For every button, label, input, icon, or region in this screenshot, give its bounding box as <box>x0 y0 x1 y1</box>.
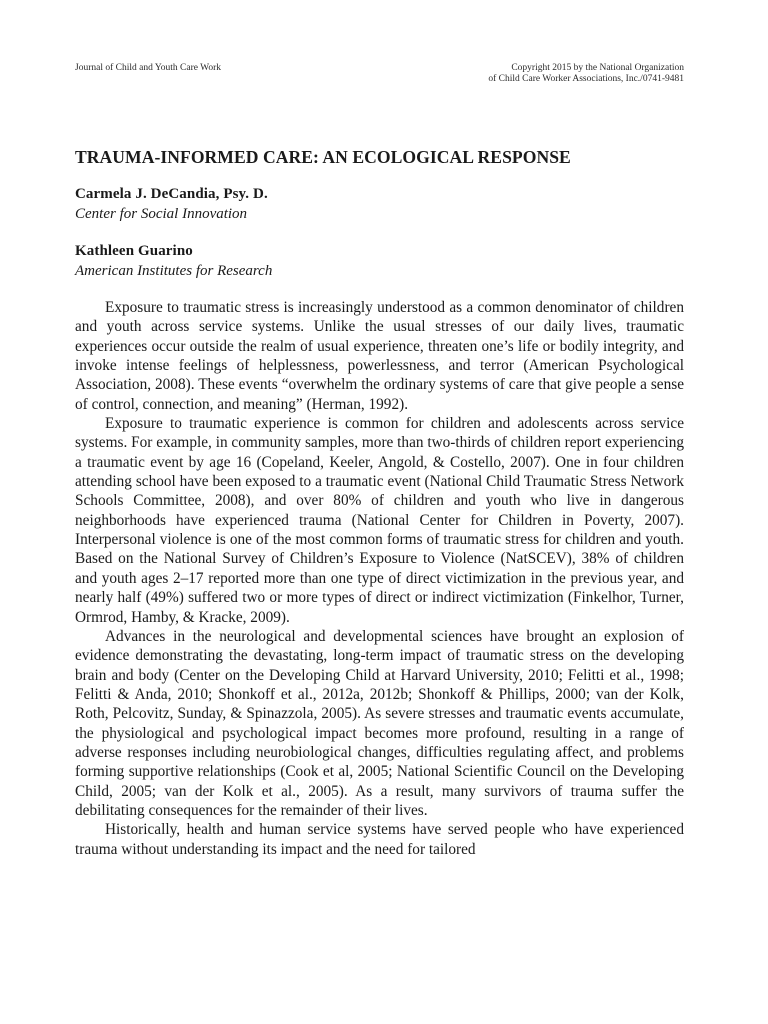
copyright-line-2: of Child Care Worker Associations, Inc./0741-9481 <box>488 74 684 84</box>
journal-page <box>75 0 684 1024</box>
author-block-2 <box>75 241 272 281</box>
article-title: TRAUMA-INFORMED CARE: AN ECOLOGICAL RESPONSE <box>75 147 571 167</box>
author-affiliation: American Institutes for Research <box>75 263 273 279</box>
author-block-1 <box>75 184 268 224</box>
article-body <box>75 298 684 859</box>
body-paragraph: Exposure to traumatic stress is increasingly understood as a common denominator of children and youth across service systems. Unlike the usual stresses of our daily lives, traumatic experiences occur outside the realm of usual experience, threaten one’s life or bodily integrity, and invoke intense feelings of helplessness, powerlessness, and terror (American Psychological Association, 2008). These events “overwhelm the ordinary systems of care that give people a sense of control, connection, and meaning” (Herman, 1992). <box>75 299 684 413</box>
copyright-line-1: Copyright 2015 by the National Organization <box>511 63 684 73</box>
author-name: Kathleen Guarino <box>75 243 193 259</box>
body-paragraph: Advances in the neurological and developmental sciences have brought an explosion of evidence demonstrating the devastating, long-term impact of traumatic stress on the developing brain and body (Center on the Developing Child at Harvard University, 2010; Felitti et al., 1998; Felitti & Anda, 2010; Shonkoff et al., 2012a, 2012b; Shonkoff & Phillips, 2000; van der Kolk, Roth, Pelcovitz, Sunday, & Spinazzola, 2005). As severe stresses and traumatic events accumulate, the physiological and psychological impact becomes more profound, resulting in a range of adverse responses including neurobiological changes, difficulties regulating affect, and problems forming supportive relationships (Cook et al, 2005; National Scientific Council on the Developing Child, 2005; van der Kolk et al., 2005). As a result, many survivors of trauma suffer the debilitating consequences for the remainder of their lives. <box>75 627 684 819</box>
author-name: Carmela J. DeCandia, Psy. D. <box>75 186 268 202</box>
journal-name: Journal of Child and Youth Care Work <box>75 63 222 73</box>
copyright-notice <box>488 63 684 85</box>
body-paragraph: Historically, health and human service systems have served people who have experienced trauma without understanding its impact and the need for tailored <box>75 821 684 858</box>
body-paragraph: Exposure to traumatic experience is common for children and adolescents across service systems. For example, in community samples, more than two-thirds of children report experiencing a traumatic event by age 16 (Copeland, Keeler, Angold, & Costello, 2007). One in four children attending school have been exposed to a traumatic event (National Child Traumatic Stress Network Schools Committee, 2008), and over 80% of children and youth who live in dangerous neighborhoods have experienced trauma (National Center for Children in Poverty, 2007). Interpersonal violence is one of the most common forms of traumatic stress for children and youth. Based on the National Survey of Children’s Exposure to Violence (NatSCEV), 38% of children and youth ages 2–17 reported more than one type of direct victimization in the previous year, and nearly half (49%) suffered two or more types of direct or indirect victimization (Finkelhor, Turner, Ormrod, Hamby, & Kracke, 2009). <box>75 415 684 626</box>
author-affiliation: Center for Social Innovation <box>75 206 248 222</box>
